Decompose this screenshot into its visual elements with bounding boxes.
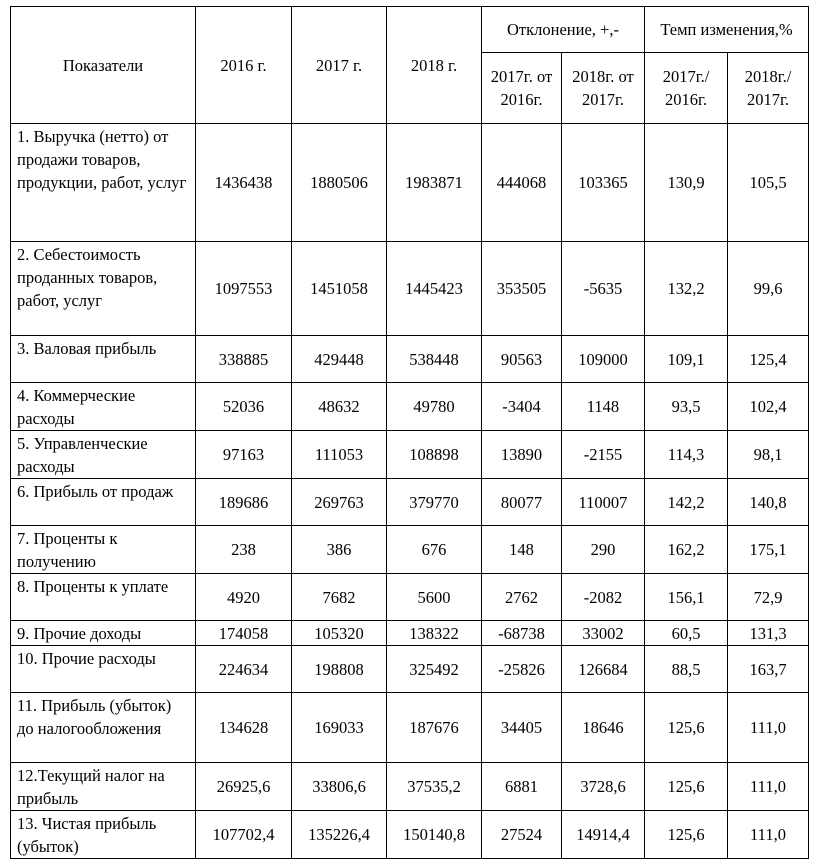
- deviation-2018: 110007: [562, 479, 645, 526]
- row-label: 11. Прибыль (убыток) до налогообложения: [11, 693, 196, 763]
- rate-2018: 111,0: [728, 811, 809, 859]
- value-2018: 37535,2: [387, 763, 482, 811]
- deviation-2017: 353505: [482, 242, 562, 336]
- table-row: [11, 693, 809, 763]
- table-body: [11, 124, 809, 859]
- value-2016: 1436438: [196, 124, 292, 242]
- deviation-2018: 109000: [562, 336, 645, 383]
- deviation-2017: -68738: [482, 621, 562, 646]
- table-row: [11, 242, 809, 336]
- value-2018: 379770: [387, 479, 482, 526]
- header-row-top: [11, 7, 809, 53]
- header-deviation: Отклонение, +,-: [482, 7, 645, 53]
- value-2017: 386: [292, 526, 387, 574]
- rate-2017: 125,6: [645, 811, 728, 859]
- value-2016: 26925,6: [196, 763, 292, 811]
- deviation-2018: -5635: [562, 242, 645, 336]
- rate-2017: 109,1: [645, 336, 728, 383]
- deviation-2017: 34405: [482, 693, 562, 763]
- header-year-2018: 2018 г.: [387, 7, 482, 124]
- row-label: 12.Текущий налог на прибыль: [11, 763, 196, 811]
- table-row: [11, 574, 809, 621]
- deviation-2017: -25826: [482, 646, 562, 693]
- rate-2018: 131,3: [728, 621, 809, 646]
- value-2016: 238: [196, 526, 292, 574]
- row-label: 7. Проценты к получению: [11, 526, 196, 574]
- deviation-2017: 148: [482, 526, 562, 574]
- rate-2017: 125,6: [645, 693, 728, 763]
- header-year-2017: 2017 г.: [292, 7, 387, 124]
- value-2016: 1097553: [196, 242, 292, 336]
- rate-2017: 88,5: [645, 646, 728, 693]
- value-2017: 1880506: [292, 124, 387, 242]
- rate-2018: 125,4: [728, 336, 809, 383]
- row-label: 5. Управленческие расходы: [11, 431, 196, 479]
- value-2016: 189686: [196, 479, 292, 526]
- header-year-2016: 2016 г.: [196, 7, 292, 124]
- value-2017: 7682: [292, 574, 387, 621]
- value-2018: 1445423: [387, 242, 482, 336]
- table-row: [11, 431, 809, 479]
- value-2018: 150140,8: [387, 811, 482, 859]
- header-rate-2017: 2017г./ 2016г.: [645, 53, 728, 124]
- rate-2017: 162,2: [645, 526, 728, 574]
- deviation-2018: 126684: [562, 646, 645, 693]
- table-row: [11, 336, 809, 383]
- value-2016: 224634: [196, 646, 292, 693]
- deviation-2018: 33002: [562, 621, 645, 646]
- deviation-2018: 1148: [562, 383, 645, 431]
- deviation-2018: 18646: [562, 693, 645, 763]
- value-2018: 1983871: [387, 124, 482, 242]
- deviation-2017: 13890: [482, 431, 562, 479]
- value-2017: 1451058: [292, 242, 387, 336]
- header-rate-2018: 2018г./ 2017г.: [728, 53, 809, 124]
- rate-2017: 132,2: [645, 242, 728, 336]
- rate-2017: 93,5: [645, 383, 728, 431]
- value-2016: 4920: [196, 574, 292, 621]
- table-row: [11, 526, 809, 574]
- value-2016: 338885: [196, 336, 292, 383]
- value-2016: 97163: [196, 431, 292, 479]
- rate-2018: 98,1: [728, 431, 809, 479]
- value-2017: 48632: [292, 383, 387, 431]
- rate-2018: 72,9: [728, 574, 809, 621]
- rate-2017: 114,3: [645, 431, 728, 479]
- value-2017: 169033: [292, 693, 387, 763]
- value-2017: 269763: [292, 479, 387, 526]
- rate-2018: 99,6: [728, 242, 809, 336]
- value-2018: 108898: [387, 431, 482, 479]
- rate-2017: 130,9: [645, 124, 728, 242]
- value-2017: 33806,6: [292, 763, 387, 811]
- row-label: 10. Прочие расходы: [11, 646, 196, 693]
- row-label: 4. Коммерческие расходы: [11, 383, 196, 431]
- table-row: [11, 621, 809, 646]
- value-2016: 134628: [196, 693, 292, 763]
- row-label: 3. Валовая прибыль: [11, 336, 196, 383]
- deviation-2017: 27524: [482, 811, 562, 859]
- deviation-2018: 14914,4: [562, 811, 645, 859]
- deviation-2017: 90563: [482, 336, 562, 383]
- row-label: 1. Выручка (нетто) от продажи товаров, продукции, работ, услуг: [11, 124, 196, 242]
- table-row: [11, 763, 809, 811]
- rate-2018: 175,1: [728, 526, 809, 574]
- header-deviation-2017: 2017г. от 2016г.: [482, 53, 562, 124]
- value-2017: 198808: [292, 646, 387, 693]
- table-row: [11, 124, 809, 242]
- rate-2018: 111,0: [728, 693, 809, 763]
- table-row: [11, 646, 809, 693]
- deviation-2018: 3728,6: [562, 763, 645, 811]
- deviation-2018: 103365: [562, 124, 645, 242]
- deviation-2018: 290: [562, 526, 645, 574]
- value-2018: 676: [387, 526, 482, 574]
- value-2018: 538448: [387, 336, 482, 383]
- value-2016: 174058: [196, 621, 292, 646]
- deviation-2017: -3404: [482, 383, 562, 431]
- row-label: 13. Чистая прибыль (убыток): [11, 811, 196, 859]
- deviation-2017: 80077: [482, 479, 562, 526]
- deviation-2018: -2082: [562, 574, 645, 621]
- deviation-2017: 6881: [482, 763, 562, 811]
- value-2018: 5600: [387, 574, 482, 621]
- rate-2018: 140,8: [728, 479, 809, 526]
- value-2018: 325492: [387, 646, 482, 693]
- rate-2018: 105,5: [728, 124, 809, 242]
- row-label: 6. Прибыль от продаж: [11, 479, 196, 526]
- rate-2017: 156,1: [645, 574, 728, 621]
- financial-results-table: [10, 6, 809, 859]
- table-row: [11, 479, 809, 526]
- row-label: 9. Прочие доходы: [11, 621, 196, 646]
- value-2018: 138322: [387, 621, 482, 646]
- value-2017: 105320: [292, 621, 387, 646]
- table-row: [11, 383, 809, 431]
- row-label: 8. Проценты к уплате: [11, 574, 196, 621]
- deviation-2018: -2155: [562, 431, 645, 479]
- value-2018: 49780: [387, 383, 482, 431]
- rate-2018: 163,7: [728, 646, 809, 693]
- table-row: [11, 811, 809, 859]
- header-deviation-2018: 2018г. от 2017г.: [562, 53, 645, 124]
- header-indicators: Показатели: [11, 7, 196, 124]
- rate-2017: 142,2: [645, 479, 728, 526]
- value-2018: 187676: [387, 693, 482, 763]
- value-2017: 111053: [292, 431, 387, 479]
- rate-2017: 60,5: [645, 621, 728, 646]
- rate-2017: 125,6: [645, 763, 728, 811]
- value-2016: 107702,4: [196, 811, 292, 859]
- deviation-2017: 444068: [482, 124, 562, 242]
- row-label: 2. Себестоимость проданных товаров, работ, услуг: [11, 242, 196, 336]
- deviation-2017: 2762: [482, 574, 562, 621]
- rate-2018: 102,4: [728, 383, 809, 431]
- header-rate: Темп изменения,%: [645, 7, 809, 53]
- value-2016: 52036: [196, 383, 292, 431]
- value-2017: 135226,4: [292, 811, 387, 859]
- value-2017: 429448: [292, 336, 387, 383]
- rate-2018: 111,0: [728, 763, 809, 811]
